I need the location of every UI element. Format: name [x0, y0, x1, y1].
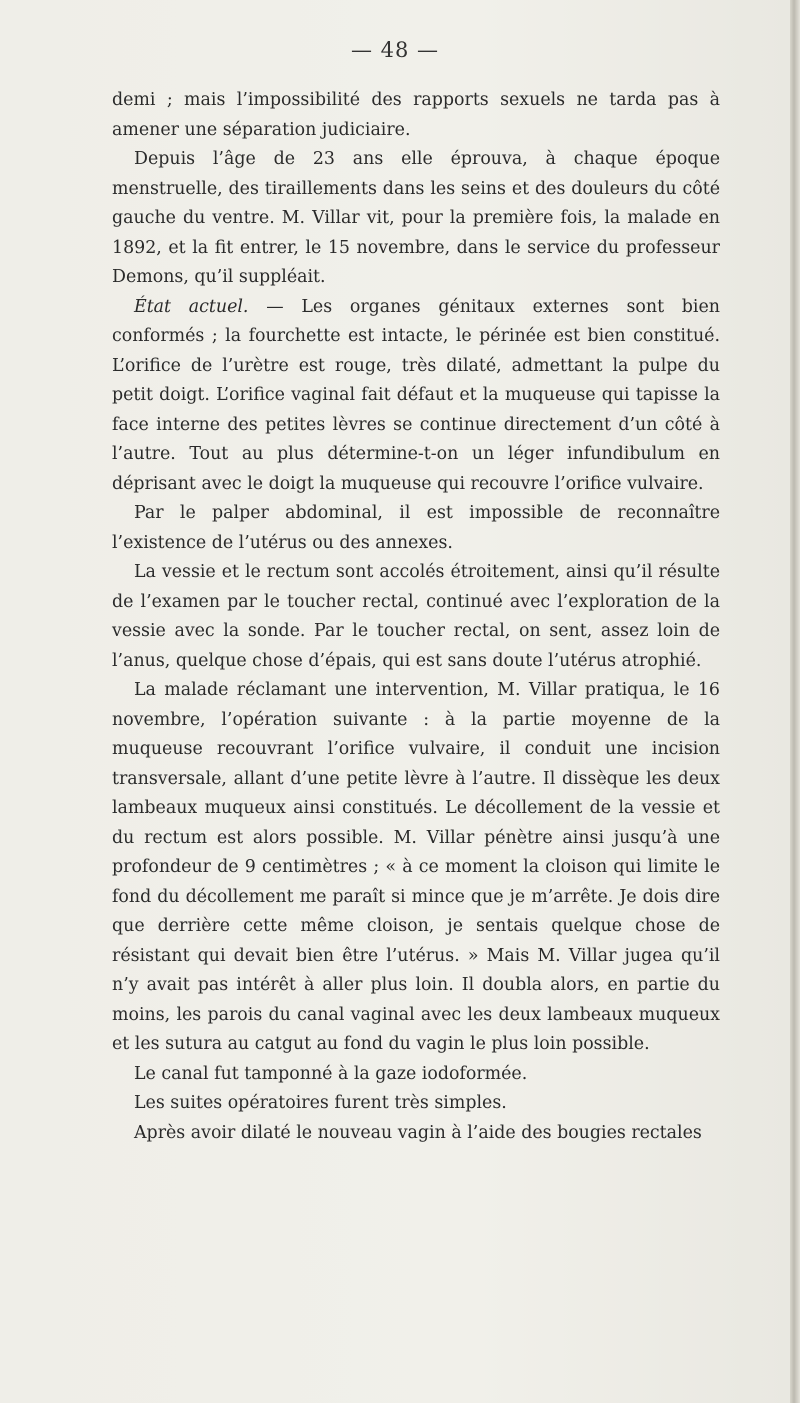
- paragraph-2: Depuis l’âge de 23 ans elle éprouva, à chaque époque menstruelle, des tiraillements dans les seins et des douleurs du côté gauche du ventre. M. Villar vit, pour la première fois, la malade en 1892, et la fit entrer, le 15 novembre, dans le service du professeur Demons, qu’il suppléait.: [112, 149, 720, 287]
- paragraph-5: La vessie et le rectum sont accolés étroitement, ainsi qu’il résulte de l’examen par le toucher rectal, continué avec l’exploration de la vessie avec la sonde. Par le toucher rectal, on sent, assez loin de l’anus, quelque chose d’épais, qui est sans doute l’utérus atrophié.: [112, 562, 720, 671]
- paragraph-9: Après avoir dilaté le nouveau vagin à l’aide des bougies rectales: [134, 1122, 702, 1143]
- section-lead: État actuel.: [134, 296, 249, 317]
- page-edge: [790, 0, 800, 1403]
- paragraph-4: Par le palper abdominal, il est impossible de reconnaître l’existence de l’utérus ou des annexes.: [112, 503, 720, 553]
- paragraph-1: demi ; mais l’impossibilité des rapports sexuels ne tarda pas à amener une séparation judiciaire.: [112, 90, 720, 140]
- paragraph-7: Le canal fut tamponné à la gaze iodoformée.: [134, 1063, 528, 1084]
- paragraph-3: [112, 293, 720, 500]
- paragraph-8: Les suites opératoires furent très simples.: [134, 1093, 507, 1113]
- body-text: [112, 86, 720, 1148]
- section-lead-separator: —: [248, 296, 302, 317]
- page-number: — 48 —: [350, 38, 440, 62]
- paragraph-6: La malade réclamant une intervention, M. Villar pratiqua, le 16 novembre, l’opération suivante : à la partie moyenne de la muqueuse recouvrant l’orifice vulvaire, il conduit une incision transversale, allant d’une petite lèvre à l’autre. Il dissèque les deux lambeaux muqueux ainsi constitués. Le décollement de la vessie et du rectum est alors possible. M. Villar pénètre ainsi jusqu’à une profondeur de 9 centimètres ; « à ce moment la cloison qui limite le fond du décollement me paraît si mince que je m’arrête. Je dois dire que derrière cette même cloison, je sentais quelque chose de résistant qui devait bien être l’utérus. » Mais M. Villar jugea qu’il n’y avait pas intérêt à aller plus loin. Il doubla alors, en partie du moins, les parois du canal vaginal avec les deux lambeaux muqueux et les sutura au catgut au fond du vagin le plus loin possible.: [112, 680, 720, 1054]
- paragraph-3-text: Les organes génitaux externes sont bien conformés ; la fourchette est intacte, le périnée est bien constitué. L’orifice de l’urètre est rouge, très dilaté, admettant la pulpe du petit doigt. L’orifice vaginal fait défaut et la muqueuse qui tapisse la face interne des petites lèvres se continue directement d’un côté à l’autre. Tout au plus détermine-t-on un léger infundibulum en déprisant avec le doigt la muqueuse qui recouvre l’orifice vulvaire.: [112, 296, 720, 494]
